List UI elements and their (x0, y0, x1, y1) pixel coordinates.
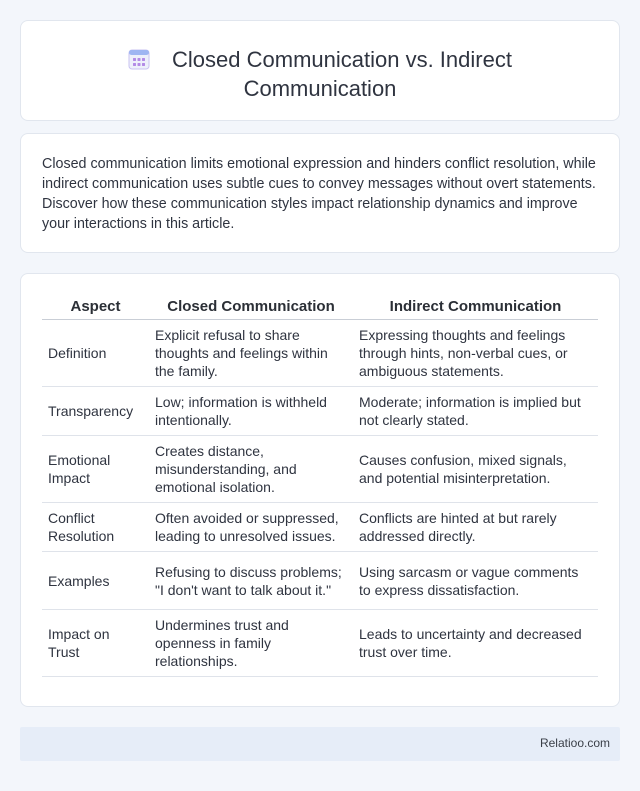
row-closed: Often avoided or suppressed, leading to unresolved issues. (149, 503, 353, 552)
comparison-table (42, 295, 598, 677)
table-row (42, 387, 598, 436)
comparison-card (20, 273, 620, 707)
row-aspect: Examples (42, 552, 149, 610)
intro-card (20, 133, 620, 253)
header-aspect: Aspect (42, 295, 149, 320)
row-closed: Undermines trust and openness in family relationships. (149, 610, 353, 677)
table-header-row (42, 295, 598, 320)
page-title (21, 45, 619, 103)
intro-text: Closed communication limits emotional expression and hinders conflict resolution, while indirect communication uses subtle cues to convey messages without overt statements. Discover how these communication styles impact relationship dynamics and improve your interactions in this article. (42, 156, 596, 232)
table-row (42, 503, 598, 552)
footer-brand-link[interactable]: Relatioo.com (539, 736, 610, 750)
footer (20, 727, 620, 761)
row-aspect: Impact on Trust (42, 610, 149, 677)
calendar-icon (128, 48, 150, 70)
row-indirect: Conflicts are hinted at but rarely addressed directly. (353, 503, 598, 552)
row-indirect: Expressing thoughts and feelings through hints, non-verbal cues, or ambiguous statements. (353, 320, 598, 387)
header-closed-communication: Closed Communication (149, 295, 353, 320)
title-card (20, 20, 620, 121)
row-aspect: Conflict Resolution (42, 503, 149, 552)
table-row (42, 552, 598, 610)
header-indirect-communication: Indirect Communication (353, 295, 598, 320)
row-indirect: Moderate; information is implied but not clearly stated. (353, 387, 598, 436)
row-indirect: Leads to uncertainty and decreased trust over time. (353, 610, 598, 677)
row-closed: Creates distance, misunderstanding, and emotional isolation. (149, 436, 353, 503)
row-aspect: Definition (42, 320, 149, 387)
row-closed: Refusing to discuss problems; "I don't want to talk about it." (149, 552, 353, 610)
row-indirect: Causes confusion, mixed signals, and potential misinterpretation. (353, 436, 598, 503)
row-indirect: Using sarcasm or vague comments to express dissatisfaction. (353, 552, 598, 610)
table-row (42, 436, 598, 503)
row-closed: Low; information is withheld intentionally. (149, 387, 353, 436)
row-aspect: Transparency (42, 387, 149, 436)
table-row (42, 610, 598, 677)
table-row (42, 320, 598, 387)
row-aspect: Emotional Impact (42, 436, 149, 503)
row-closed: Explicit refusal to share thoughts and feelings within the family. (149, 320, 353, 387)
page-title-text: Closed Communication vs. Indirect Communication (172, 47, 512, 101)
